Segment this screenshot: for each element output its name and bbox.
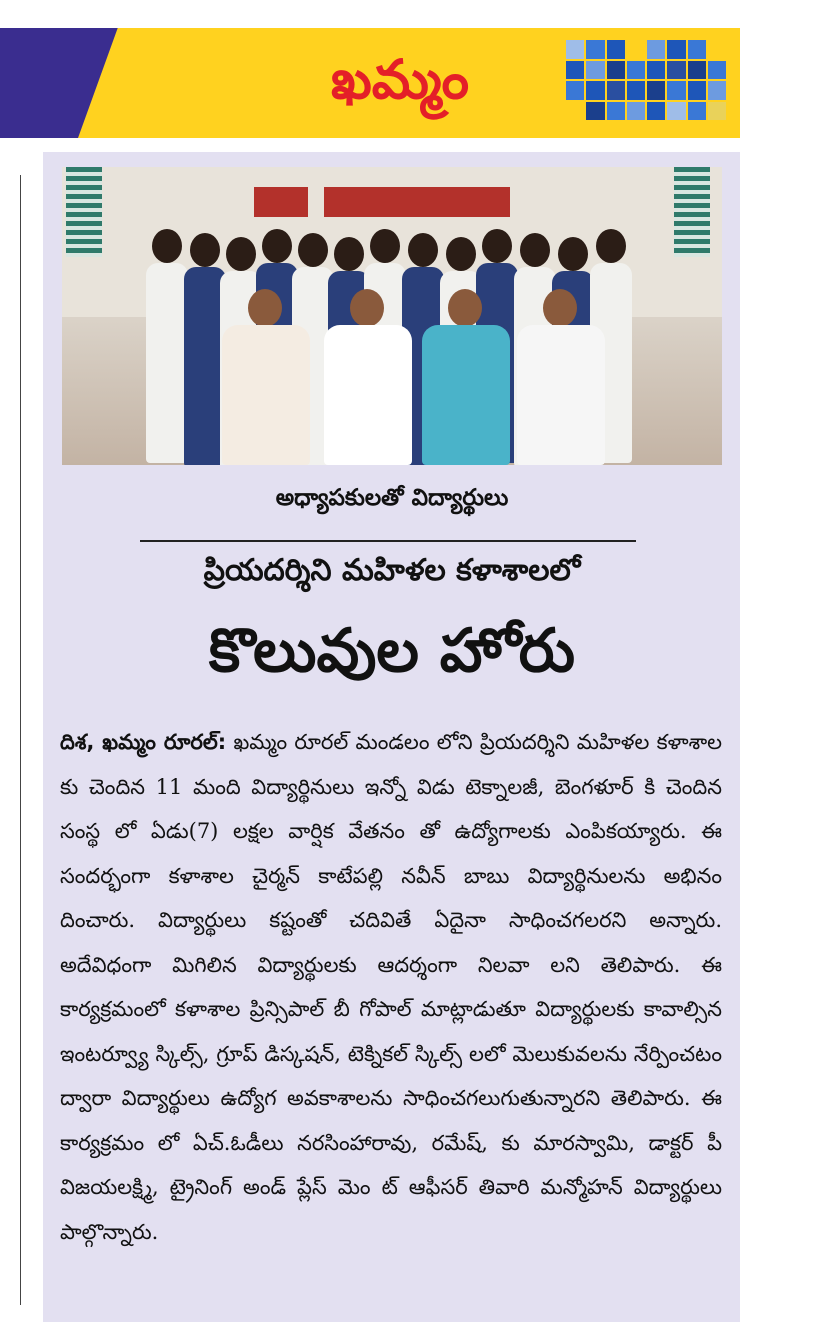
photo-notice-board bbox=[254, 187, 308, 217]
logo-pixel bbox=[647, 81, 665, 100]
photo-person-seated-body bbox=[517, 325, 605, 465]
logo-pixel bbox=[607, 102, 625, 121]
photo-window-right bbox=[674, 167, 710, 257]
article-dateline: దిశ, ఖమ్మం రూరల్: bbox=[60, 730, 227, 754]
logo-pixel bbox=[566, 61, 584, 80]
logo-pixel bbox=[566, 40, 584, 59]
brand-logo-pixelated bbox=[566, 40, 726, 120]
logo-pixel bbox=[586, 102, 604, 121]
logo-pixel bbox=[667, 40, 685, 59]
article-subheadline: ప్రియదర్శిని మహిళల కళాశాలలో bbox=[203, 553, 581, 588]
photo-person-standing bbox=[370, 229, 400, 263]
logo-pixel bbox=[667, 102, 685, 121]
photo-person-standing bbox=[482, 229, 512, 263]
article-headline: కొలువుల హోరు bbox=[208, 616, 576, 686]
photo-person-seated-body bbox=[222, 325, 310, 465]
photo-person-standing bbox=[558, 237, 588, 271]
photo-person-body bbox=[146, 263, 188, 463]
photo-caption: అధ్యాపకులతో విద్యార్థులు bbox=[275, 485, 509, 511]
logo-pixel bbox=[607, 61, 625, 80]
logo-pixel bbox=[708, 40, 726, 59]
logo-pixel bbox=[586, 81, 604, 100]
logo-pixel bbox=[607, 40, 625, 59]
masthead-city-title: ఖమ్మం bbox=[331, 48, 469, 111]
logo-pixel bbox=[708, 81, 726, 100]
article-body-text: ఖమ్మం రూరల్ మండలం లోని ప్రియదర్శిని మహిళల కళాశాల కు చెందిన 11 మంది విద్యార్థినులు ఇన్నో విడు టెక్నాలజీ, బెంగళూర్ కి చెందిన సంస్థ లో ఏడు(7) లక్షల వార్షిక వేతనం తో ఉద్యోగాలకు ఎంపికయ్యారు. ఈ సందర్భంగా కళాశాల చైర్మన్ కాటేపల్లి నవీన్ బాబు విద్యార్థినులను అభినం దించారు. విద్యార్థులు కష్టంతో చదివితే ఏదైనా సాధించగలరని అన్నారు. అదేవిధంగా మిగిలిన విద్యార్థులకు ఆదర్శంగా నిలవా లని తెలిపారు. ఈ కార్యక్రమంలో కళాశాల ప్రిన్సిపాల్ బీ గోపాల్ మాట్లాడుతూ విద్యార్థులకు కావాల్సిన ఇంటర్వ్యూ స్కిల్స్, గ్రూప్ డిస్కషన్, టెక్నికల్ స్కిల్స్ లలో మెలుకువలను నేర్పించటం ద్వారా విద్యార్థులు ఉద్యోగ అవకాశాలను సాధించగలుగుతున్నారని తెలిపారు. ఈ కార్యక్రమం లో ఏచ్.ఓడీలు నరసింహారావు, రమేష్, కు మారస్వామి, డాక్టర్ పీ విజయలక్ష్మి, ట్రైనింగ్ అండ్ ప్లేస్ మెం ట్ ఆఫీసర్ తివారి మన్మోహన్ విద్యార్థులు పాల్గొన్నారు. bbox=[60, 730, 722, 1244]
photo-notice-board bbox=[450, 187, 510, 217]
photo-person-standing bbox=[520, 233, 550, 267]
photo-banner bbox=[324, 187, 450, 217]
logo-pixel bbox=[667, 61, 685, 80]
logo-pixel bbox=[708, 102, 726, 121]
logo-pixel bbox=[586, 61, 604, 80]
photo-person-standing bbox=[446, 237, 476, 271]
photo-person-standing bbox=[334, 237, 364, 271]
logo-pixel bbox=[688, 61, 706, 80]
photo-person-standing bbox=[262, 229, 292, 263]
photo-person-standing bbox=[190, 233, 220, 267]
photo-person-seated bbox=[350, 289, 384, 327]
logo-pixel bbox=[586, 40, 604, 59]
logo-pixel bbox=[667, 81, 685, 100]
caption-rule bbox=[140, 540, 636, 542]
logo-pixel bbox=[688, 40, 706, 59]
logo-pixel bbox=[566, 81, 584, 100]
photo-window-left bbox=[66, 167, 102, 257]
logo-pixel bbox=[607, 81, 625, 100]
photo-person-standing bbox=[152, 229, 182, 263]
column-divider bbox=[20, 175, 21, 1305]
photo-person-seated-body bbox=[422, 325, 510, 465]
photo-person-standing bbox=[298, 233, 328, 267]
photo-person-standing bbox=[408, 233, 438, 267]
logo-pixel bbox=[688, 81, 706, 100]
photo-person-seated bbox=[448, 289, 482, 327]
photo-person-standing bbox=[596, 229, 626, 263]
logo-pixel bbox=[627, 102, 645, 121]
article-photo bbox=[62, 167, 722, 465]
photo-person-seated bbox=[248, 289, 282, 327]
photo-person-seated-body bbox=[324, 325, 412, 465]
logo-pixel bbox=[627, 81, 645, 100]
photo-person-standing bbox=[226, 237, 256, 271]
logo-pixel bbox=[566, 102, 584, 121]
logo-pixel bbox=[708, 61, 726, 80]
logo-pixel bbox=[647, 61, 665, 80]
logo-pixel bbox=[647, 40, 665, 59]
article-body bbox=[60, 720, 722, 1310]
logo-pixel bbox=[627, 40, 645, 59]
logo-pixel bbox=[627, 61, 645, 80]
photo-person-seated bbox=[543, 289, 577, 327]
logo-pixel bbox=[647, 102, 665, 121]
logo-pixel bbox=[688, 102, 706, 121]
